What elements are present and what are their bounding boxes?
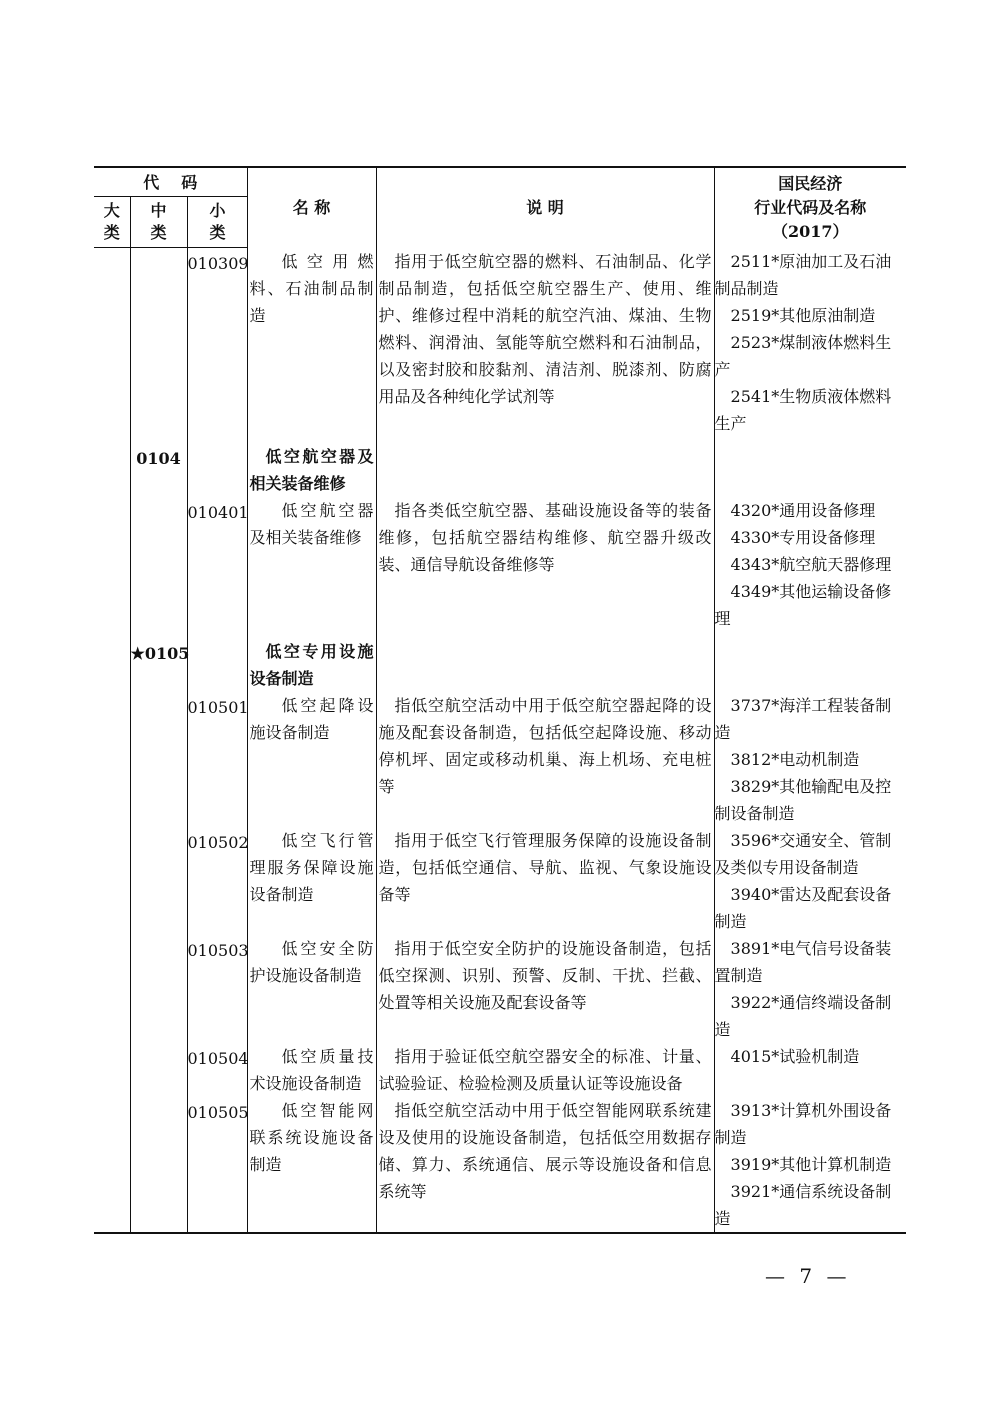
- industry-codes: [714, 443, 906, 497]
- page-number: — 7 —: [765, 1264, 851, 1288]
- item-description: 指低空航空活动中用于低空智能网联系统建设及使用的设施设备制造，包括低空用数据存储、算力、系统通信、展示等设施设备和信息系统等: [376, 1097, 714, 1233]
- classification-table-page: [94, 166, 906, 1234]
- industry-code: 4330*专用设备修理: [730, 527, 876, 547]
- code-minor: [187, 638, 247, 692]
- industry-code: 3737*海洋工程装备制造: [714, 695, 892, 742]
- item-name: 低空智能网联系统设施设备制造: [247, 1097, 376, 1233]
- classification-table: [94, 166, 906, 1234]
- code-medium: ★0105: [130, 638, 187, 692]
- table-row: [94, 1043, 906, 1097]
- table-row: [94, 638, 906, 692]
- industry-code: 3913*计算机外围设备制造: [714, 1100, 892, 1147]
- industry-code: 3829*其他输配电及控制设备制造: [714, 776, 892, 823]
- item-name: 低空用燃料、石油制品制造: [247, 248, 376, 443]
- header-major: 大类: [94, 197, 130, 248]
- industry-code: 3812*电动机制造: [730, 749, 860, 769]
- code-minor: 010505: [187, 1097, 247, 1233]
- industry-code: 3919*其他计算机制造: [730, 1154, 892, 1174]
- item-name: 低空专用设施设备制造: [247, 638, 376, 692]
- industry-code: 3921*通信系统设备制造: [714, 1181, 892, 1228]
- industry-code: 3922*通信终端设备制造: [714, 992, 892, 1039]
- industry-codes: [714, 638, 906, 692]
- industry-codes: [714, 692, 906, 827]
- item-name: 低空航空器及相关装备维修: [247, 497, 376, 638]
- header-minor: 小类: [187, 197, 247, 248]
- code-medium: [130, 692, 187, 827]
- code-medium: 0104: [130, 443, 187, 497]
- item-description: 指用于低空安全防护的设施设备制造，包括低空探测、识别、预警、反制、干扰、拦截、处置等相关设施及配套设备等: [376, 935, 714, 1043]
- header-industry-line1: 国民经济: [778, 173, 843, 193]
- item-description: 指各类低空航空器、基础设施设备等的装备维修，包括航空器结构维修、航空器升级改装、通信导航设备维修等: [376, 497, 714, 638]
- table-row: [94, 935, 906, 1043]
- item-description: 指用于低空飞行管理服务保障的设施设备制造，包括低空通信、导航、监视、气象设施设备等: [376, 827, 714, 935]
- industry-codes: [714, 1097, 906, 1233]
- table-row: [94, 692, 906, 827]
- code-medium: [130, 827, 187, 935]
- code-minor: 010502: [187, 827, 247, 935]
- header-industry-line3: （2017）: [772, 221, 849, 241]
- header-name: 名 称: [247, 167, 376, 248]
- industry-code: 3596*交通安全、管制及类似专用设备制造: [714, 830, 892, 877]
- item-description: 指用于验证低空航空器安全的标准、计量、试验验证、检验检测及质量认证等设施设备: [376, 1043, 714, 1097]
- table-row: [94, 443, 906, 497]
- industry-code: 3891*电气信号设备装置制造: [714, 938, 892, 985]
- industry-codes: [714, 827, 906, 935]
- header-industry: [714, 167, 906, 248]
- industry-code: 4015*试验机制造: [730, 1046, 860, 1066]
- item-name: 低空航空器及相关装备维修: [247, 443, 376, 497]
- item-name: 低空起降设施设备制造: [247, 692, 376, 827]
- item-name: 低空飞行管理服务保障设施设备制造: [247, 827, 376, 935]
- code-medium: [130, 1043, 187, 1097]
- item-description: 指低空航空活动中用于低空航空器起降的设施及配套设备制造，包括低空起降设施、移动停机坪、固定或移动机巢、海上机场、充电桩等: [376, 692, 714, 827]
- code-minor: 010401: [187, 497, 247, 638]
- industry-code: 2511*原油加工及石油制品制造: [714, 251, 892, 298]
- code-medium: [130, 935, 187, 1043]
- industry-code: 2541*生物质液体燃料生产: [714, 386, 892, 433]
- header-code: 代码: [94, 167, 247, 197]
- industry-codes: [714, 935, 906, 1043]
- industry-code: 4349*其他运输设备修理: [714, 581, 892, 628]
- industry-codes: [714, 1043, 906, 1097]
- header-medium: 中类: [130, 197, 187, 248]
- table-row: [94, 497, 906, 638]
- code-minor: [187, 443, 247, 497]
- industry-code: 3940*雷达及配套设备制造: [714, 884, 892, 931]
- code-medium: [130, 497, 187, 638]
- industry-code: 2519*其他原油制造: [730, 305, 876, 325]
- code-minor: 010504: [187, 1043, 247, 1097]
- industry-code: 4343*航空航天器修理: [730, 554, 892, 574]
- header-desc: 说 明: [376, 167, 714, 248]
- item-name: 低空安全防护设施设备制造: [247, 935, 376, 1043]
- industry-code: 2523*煤制液体燃料生产: [714, 332, 892, 379]
- table-row: [94, 1097, 906, 1233]
- code-minor: 010503: [187, 935, 247, 1043]
- code-medium: [130, 1097, 187, 1233]
- item-description: [376, 638, 714, 692]
- code-minor: 010309: [187, 248, 247, 443]
- table-row: [94, 248, 906, 443]
- item-description: [376, 443, 714, 497]
- item-name: 低空质量技术设施设备制造: [247, 1043, 376, 1097]
- code-minor: 010501: [187, 692, 247, 827]
- table-row: [94, 827, 906, 935]
- code-medium: [130, 248, 187, 443]
- industry-code: 4320*通用设备修理: [730, 500, 876, 520]
- header-industry-line2: 行业代码及名称: [754, 197, 867, 217]
- industry-codes: [714, 497, 906, 638]
- item-description: 指用于低空航空器的燃料、石油制品、化学制品制造，包括低空航空器生产、使用、维护、维修过程中消耗的航空汽油、煤油、生物燃料、润滑油、氢能等航空燃料和石油制品，以及密封胶和胶黏剂、清洁剂、脱漆剂、防腐用品及各种纯化学试剂等: [376, 248, 714, 443]
- industry-codes: [714, 248, 906, 443]
